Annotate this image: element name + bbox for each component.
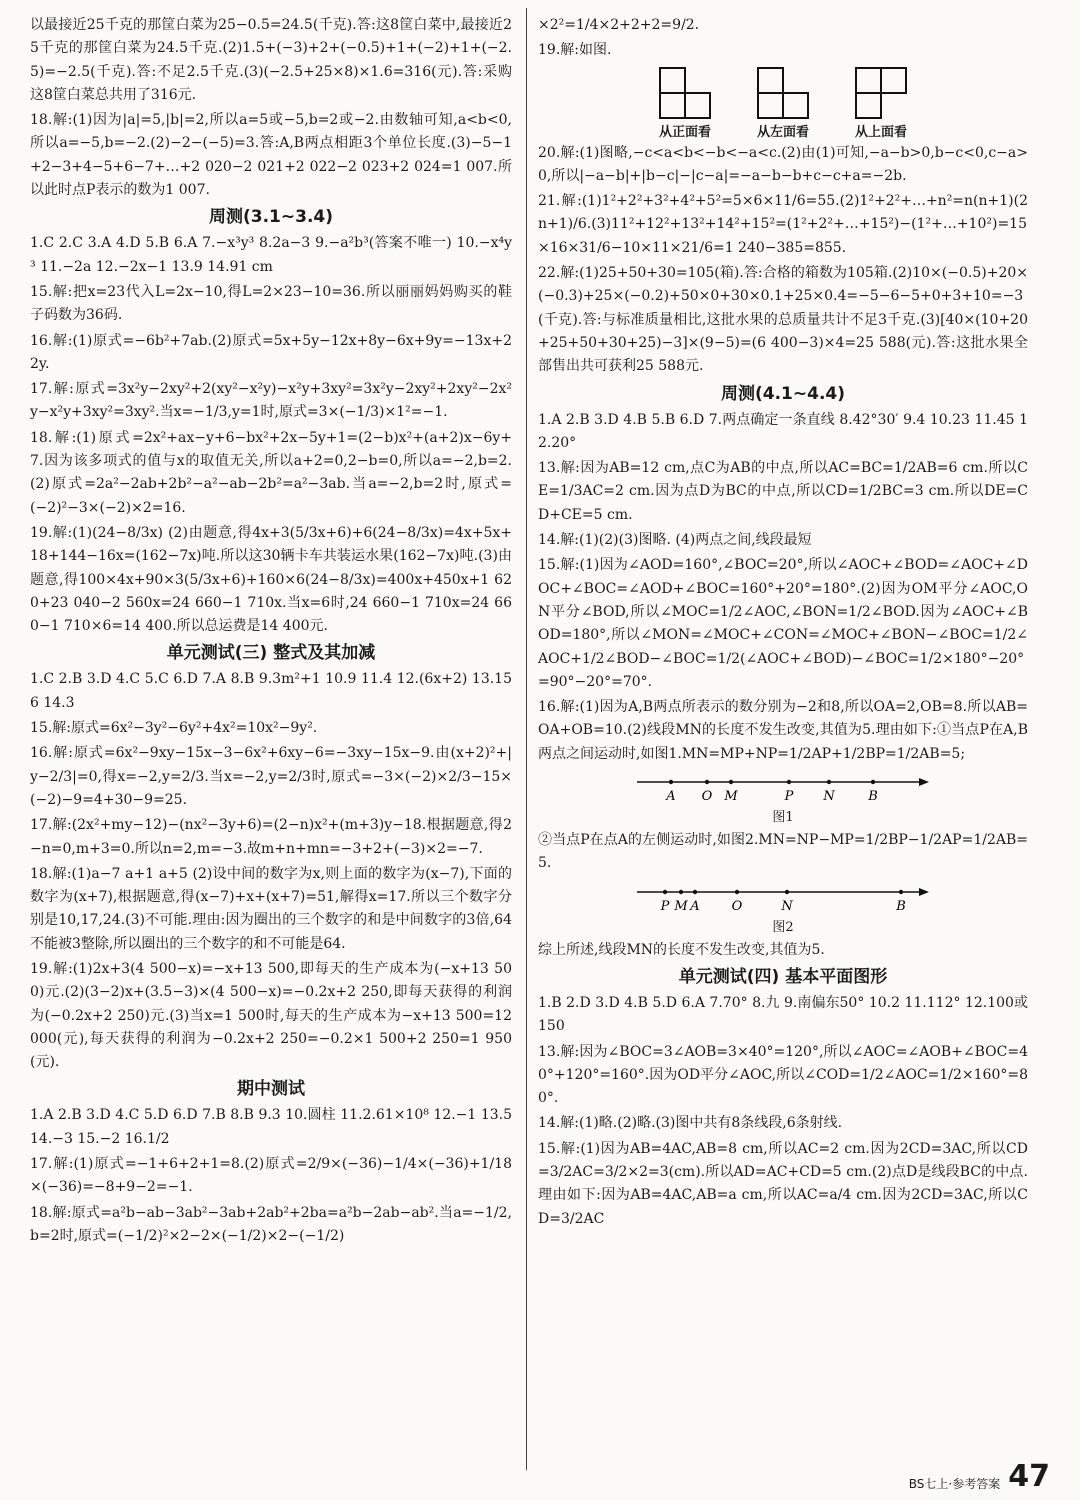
number-line-label: A (666, 789, 676, 805)
number-line-label: B (868, 789, 878, 805)
right-mid-flow (538, 142, 1028, 766)
answer-paragraph: 19.解:(1)2x+3(4 500−x)=−x+13 500,即每天的生产成本为(−x+13 500)元.(2)(3−2)x+(3.5−3)×(4 500−x)=−0.2x+2 250,即每天获得的利润为(−0.2x+2 250)元.(3)当x=1 500时,每天的生产成本为−x+13 500=12 000(元),每天获得的利润为−0.2x+2 250=−0.2×1 500+2 250=1 950(元). (30, 960, 512, 1071)
figure-1-caption: 图1 (772, 810, 794, 826)
footer-label: BS七上·参考答案 (908, 1477, 1001, 1491)
number-line-label: A (690, 898, 700, 914)
answer-paragraph: 15.解:(1)因为AB=4AC,AB=8 cm,所以AC=2 cm.因为2CD=3AC,所以CD=3/2AC=3/2×2=3(cm).所以AD=AC+CD=5 cm.(2)点D是线段BC的中点.理由如下:因为AB=4AC,AB=a cm,所以AC=a/4 cm.因为2CD=3AC,所以CD=3/2AC (538, 1140, 1028, 1227)
section-heading: 单元测试(四) 基本平面图形 (678, 966, 888, 987)
right-top-flow (538, 14, 1028, 63)
number-line-figure-1 (538, 770, 1028, 825)
number-line-point (871, 780, 875, 784)
answer-paragraph: 1.C 2.B 3.D 4.C 5.C 6.D 7.A 8.B 9.3m²+1 10.9 11.4 12.(6x+2) 13.156 14.3 (30, 671, 512, 711)
number-line-point (679, 889, 683, 893)
section-heading: 期中测试 (237, 1079, 305, 1100)
three-views-figure (538, 67, 1028, 140)
left-view-label: 从左面看 (756, 124, 809, 140)
section-heading: 单元测试(三) 整式及其加减 (166, 643, 376, 664)
left-view (757, 67, 809, 140)
answer-paragraph: 16.解:(1)因为A,B两点所表示的数分别为−2和8,所以OA=2,OB=8.所以AB=OA+OB=10.(2)线段MN的长度不发生改变,其值为5.理由如下:①当点P在A,B两点之间运动时,如图1.MN=MP+NP=1/2AP+1/2BP=1/2AB=5; (538, 699, 1028, 762)
number-line-point (669, 780, 673, 784)
answer-paragraph: 17.解:原式=3x²y−2xy²+2(xy²−x²y)−x²y+3xy²=3x²y−2xy²+2xy²−2x²y−x²y+3xy²=3xy².当x=−1/3,y=1时,原式=3×(−1/3)×1²=−1. (30, 381, 512, 421)
front-view-label: 从正面看 (658, 124, 711, 140)
answer-paragraph: 综上所述,线段MN的长度不发生改变,其值为5. (538, 941, 825, 958)
section-heading: 周测(3.1~3.4) (208, 207, 333, 228)
column-divider (526, 8, 527, 1470)
page-footer (908, 1459, 1050, 1494)
answer-paragraph: 18.解:(1)a−7 a+1 a+5 (2)设中间的数字为x,则上面的数字为(x−7),下面的数字为(x+7),根据题意,得(x−7)+x+(x+7)=51,解得x=17.所以三个数字分别是10,17,24.(3)不可能.理由:因为圈出的三个数字的和是中间数字的3倍,64不能被3整除,所以圈出的三个数字的和不可能是64. (30, 865, 512, 952)
answer-paragraph: 以最接近25千克的那筐白菜为25−0.5=24.5(千克).答:这8筐白菜中,最接近25千克的那筐白菜为24.5千克.(2)1.5+(−3)+2+(−0.5)+1+(−2)+1+(−2.5)=−2.5(千克).答:不足2.5千克.(3)(−2.5+25×8)×1.6=316(元).答:采购这8筐白菜总共用了316元. (30, 17, 512, 103)
front-view (659, 67, 711, 140)
answer-paragraph: 21.解:(1)1²+2²+3²+4²+5²=5×6×11/6=55.(2)1²+2²+…+n²=n(n+1)(2n+1)/6.(3)11²+12²+13²+14²+15²=(1²+2²+…+15²)−(1²+…+10²)=15×16×31/6−10×11×21/6=1 240−385=855. (538, 193, 1028, 256)
figure-2-caption: 图2 (772, 919, 794, 935)
left-view-drawing (757, 67, 809, 119)
answer-paragraph: 18.解:原式=a²b−ab−3ab²−3ab+2ab²+2ba=a²b−2ab−ab².当a=−1/2,b=2时,原式=(−1/2)²×2−2×(−1/2)×2−(−1/2) (30, 1204, 512, 1244)
top-view (855, 67, 907, 140)
number-line-label: O (701, 789, 713, 805)
answer-paragraph: 13.解:因为AB=12 cm,点C为AB的中点,所以AC=BC=1/2AB=6 cm.所以CE=1/3AC=2 cm.因为点D为BC的中点,所以CD=1/2BC=3 cm.所以DE=CD+CE=5 cm. (538, 460, 1028, 523)
number-line-point (785, 889, 789, 893)
number-line-point (787, 780, 791, 784)
answer-paragraph: 14.解:(1)(2)(3)图略. (4)两点之间,线段最短 (538, 532, 812, 549)
answer-paragraph: 1.A 2.B 3.D 4.C 5.D 6.D 7.B 8.B 9.3 10.圆柱 11.2.61×10⁸ 12.−1 13.5 14.−3 15.−2 16.1/2 (30, 1107, 512, 1147)
number-line-label: P (784, 789, 794, 805)
answer-paragraph: 18.解:(1)原式=2x²+ax−y+6−bx²+2x−5y+1=(2−b)x²+(a+2)x−6y+7.因为该多项式的值与x的取值无关,所以a+2=0,2−b=0,所以a=−2,b=2.(2)原式=2a²−2ab+2b²−a²−ab−2b²=a²−3ab.当a=−2,b=2时,原式=(−2)²−3×(−2)×2=16. (30, 429, 512, 516)
top-view-drawing (855, 67, 907, 119)
answer-paragraph: 15.解:原式=6x²−3y²−6y²+4x²=10x²−9y². (30, 720, 318, 737)
number-line-point (729, 780, 733, 784)
number-line-point (663, 889, 667, 893)
right-mid2-flow (538, 829, 1028, 876)
answer-paragraph: 19.解:如图. (538, 42, 612, 59)
number-line-point (705, 780, 709, 784)
number-line-point (693, 889, 697, 893)
number-line-label: O (731, 898, 743, 914)
page-number: 47 (1008, 1459, 1050, 1494)
number-line-1 (633, 770, 933, 804)
answer-paragraph: 1.B 2.D 3.D 4.B 5.D 6.A 7.70° 8.九 9.南偏东50° 10.2 11.112° 12.100或150 (538, 994, 1028, 1035)
number-line-label: N (781, 898, 793, 914)
answer-paragraph: 13.解:因为∠BOC=3∠AOB=3×40°=120°,所以∠AOC=∠AOB+∠BOC=40°+120°=160°.因为OD平分∠AOC,所以∠COD=1/2∠AOC=1/2×160°=80°. (538, 1043, 1028, 1107)
left-flow (30, 14, 512, 1248)
answer-paragraph: 16.解:(1)原式=−6b²+7ab.(2)原式=5x+5y−12x+8y−6x+9y=−13x+22y. (30, 332, 512, 372)
answer-paragraph: 15.解:(1)因为∠AOD=160°,∠BOC=20°,所以∠AOC+∠BOD=∠AOC+∠DOC+∠BOC=∠AOD+∠BOC=160°+20°=180°.(2)因为OM平分∠AOC,ON平分∠BOD,所以∠MOC=1/2∠AOC,∠BON=1/2∠BOD.因为∠AOC+∠BOD=180°,所以∠MON=∠MOC+∠CON=∠MOC+∠BON−∠BOC=1/2∠AOC+1/2∠BOD−∠BOC=1/2(∠AOC+∠BOD)−∠BOC=1/2×180°−20°=90°−20°=70°. (538, 557, 1028, 690)
answer-paragraph: 18.解:(1)因为|a|=5,|b|=2,所以a=5或−5,b=2或−2.由数轴可知,a<b<0,所以a=−5,b=−2.(2)−2−(−5)=3.答:A,B两点相距3个单位长度.(3)−5−1+2−3+4−5+6−7+…+2 020−2 021+2 022−2 023+2 024=1 007.所以此时点P表示的数为1 007. (30, 112, 512, 199)
number-line-point (735, 889, 739, 893)
answer-paragraph: 15.解:把x=23代入L=2x−10,得L=2×23−10=36.所以丽丽妈妈购买的鞋子码数为36码. (30, 283, 512, 324)
answer-paragraph: 22.解:(1)25+50+30=105(箱).答:合格的箱数为105箱.(2)10×(−0.5)+20×(−0.3)+25×(−0.2)+50×0+30×0.1+25×0.4=−5−6−5+0+3+10=−3(千克).答:与标准质量相比,这批水果的总质量共计不足3千克.(3)[40×(10+20+25+50+30+25)−3]×(9−5)=(6 400−3)×4=25 588(元).答:这批水果全部售出共可获利25 588元. (538, 265, 1028, 375)
right-bottom-flow (538, 939, 1028, 1231)
answer-paragraph: 1.C 2.C 3.A 4.D 5.B 6.A 7.−x³y³ 8.2a−3 9.−a²b³(答案不唯一) 10.−x⁴y³ 11.−2a 12.−2x−1 13.9 14.91 cm (30, 235, 512, 275)
answer-paragraph: 17.解:(1)原式=−1+6+2+1=8.(2)原式=2/9×(−36)−1/4×(−36)+1/18×(−36)=−8+9−2=−1. (30, 1156, 512, 1196)
answer-paragraph: 14.解:(1)略.(2)略.(3)图中共有8条线段,6条射线. (538, 1115, 843, 1132)
number-line-2 (633, 880, 933, 914)
number-line-label: N (823, 789, 835, 805)
answer-paragraph: ×2²=1/4×2+2+2=9/2. (538, 17, 700, 33)
answer-paragraph: 1.A 2.B 3.D 4.B 5.B 6.D 7.两点确定一条直线 8.42°30′ 9.4 10.23 11.45 12.20° (538, 411, 1028, 451)
front-view-drawing (659, 67, 711, 119)
answer-paragraph: 16.解:原式=6x²−9xy−15x−3−6x²+6xy−6=−3xy−15x−9.由(x+2)²+|y−2/3|=0,得x=−2,y=2/3.当x=−2,y=2/3时,原式=−3×(−2)×2/3−15×(−2)−9=4+30−9=25. (30, 745, 512, 808)
top-view-label: 从上面看 (855, 124, 908, 140)
number-line-label: M (674, 898, 688, 914)
answer-paragraph: 20.解:(1)图略,−c<a<b<−b<−a<c.(2)由(1)可知,−a−b>0,b−c<0,c−a>0,所以|−a−b|+|b−c|−|c−a|=−a−b−b+c−c+a=−2b. (538, 144, 1028, 184)
left-column (30, 14, 512, 1250)
number-line-figure-2 (538, 880, 1028, 935)
number-line-label: B (896, 898, 906, 914)
number-line-point (827, 780, 831, 784)
answer-paragraph: 19.解:(1)(24−8/3x) (2)由题意,得4x+3(5/3x+6)+6(24−8/3x)=4x+5x+18+144−16x=(162−7x)吨.所以这30辆卡车共装运水果(162−7x)吨.(3)由题意,得100×4x+90×3(5/3x+6)+160×6(24−8/3x)=400x+450x+1 620+23 040−2 560x=24 660−1 710x.当x=6时,24 660−1 710x=24 660−1 710×6=14 400.所以总运费是14 400元. (30, 524, 512, 635)
number-line-label: P (660, 898, 670, 914)
number-line-point (899, 889, 903, 893)
answer-paragraph: 17.解:(2x²+my−12)−(nx²−3y+6)=(2−n)x²+(m+3)y−18.根据题意,得2−n=0,m+3=0.所以n=2,m=−3.故m+n+mn=−3+2+(−3)×2=−7. (30, 817, 512, 857)
number-line-label: M (724, 789, 738, 805)
right-column (538, 14, 1028, 1233)
answer-paragraph: ②当点P在点A的左侧运动时,如图2.MN=NP−MP=1/2BP−1/2AP=1/2AB=5. (538, 832, 1028, 872)
section-heading: 周测(4.1~4.4) (720, 383, 845, 404)
